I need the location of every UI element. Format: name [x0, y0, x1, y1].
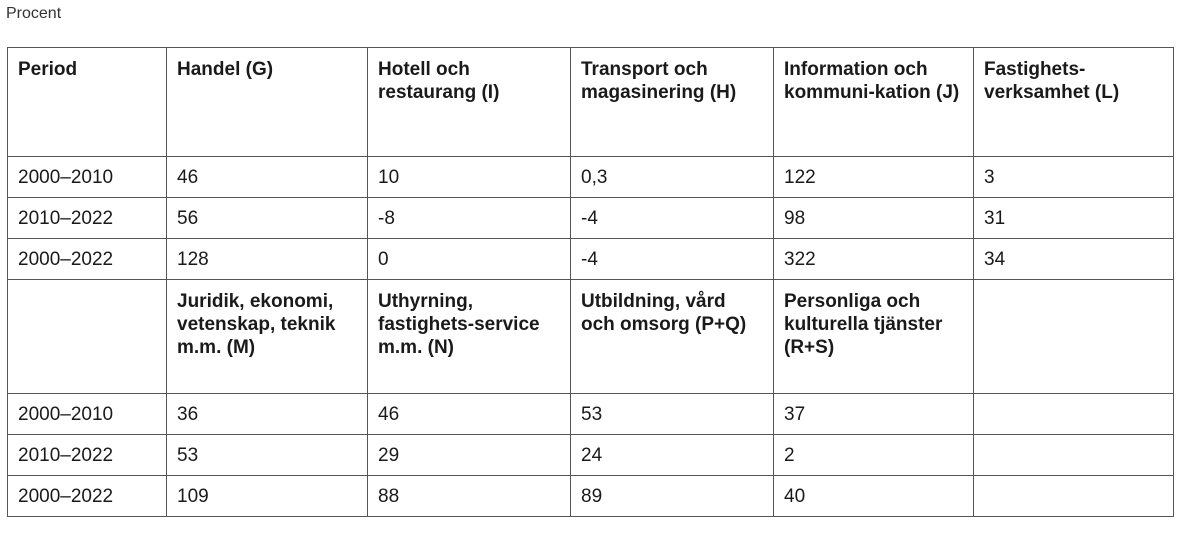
period-cell: 2000–2022 — [8, 239, 167, 280]
value-cell: 46 — [368, 394, 571, 435]
column-header: Juridik, ekonomi, vetenskap, teknik m.m. (M) — [167, 280, 368, 394]
value-cell: 122 — [774, 157, 974, 198]
data-table — [7, 47, 1174, 517]
period-cell: 2000–2010 — [8, 157, 167, 198]
unit-label: Procent — [6, 5, 62, 22]
column-header: Personliga och kulturella tjänster (R+S) — [774, 280, 974, 394]
value-cell: 322 — [774, 239, 974, 280]
column-header — [974, 280, 1174, 394]
column-header — [8, 280, 167, 394]
value-cell: 3 — [974, 157, 1174, 198]
table-row — [8, 394, 1174, 435]
value-cell: 128 — [167, 239, 368, 280]
value-cell: 88 — [368, 476, 571, 517]
value-cell: 0,3 — [571, 157, 774, 198]
period-cell: 2000–2010 — [8, 394, 167, 435]
table-row — [8, 198, 1174, 239]
value-cell: -4 — [571, 239, 774, 280]
value-cell: 31 — [974, 198, 1174, 239]
value-cell: 2 — [774, 435, 974, 476]
value-cell: 24 — [571, 435, 774, 476]
value-cell: 37 — [774, 394, 974, 435]
value-cell: 10 — [368, 157, 571, 198]
value-cell: 46 — [167, 157, 368, 198]
value-cell: 36 — [167, 394, 368, 435]
value-cell: 53 — [167, 435, 368, 476]
value-cell: 98 — [774, 198, 974, 239]
table-row — [8, 476, 1174, 517]
value-cell: -4 — [571, 198, 774, 239]
value-cell: 34 — [974, 239, 1174, 280]
value-cell: 56 — [167, 198, 368, 239]
table-row — [8, 435, 1174, 476]
value-cell — [974, 476, 1174, 517]
column-header: Uthyrning, fastighets-service m.m. (N) — [368, 280, 571, 394]
column-header: Information och kommuni-kation (J) — [774, 48, 974, 157]
period-cell: 2010–2022 — [8, 435, 167, 476]
value-cell: 53 — [571, 394, 774, 435]
table-row — [8, 239, 1174, 280]
value-cell: 29 — [368, 435, 571, 476]
column-header: Transport och magasinering (H) — [571, 48, 774, 157]
value-cell: 40 — [774, 476, 974, 517]
value-cell — [974, 394, 1174, 435]
column-header: Fastighets-verksamhet (L) — [974, 48, 1174, 157]
value-cell: 0 — [368, 239, 571, 280]
column-header: Utbildning, vård och omsorg (P+Q) — [571, 280, 774, 394]
value-cell — [974, 435, 1174, 476]
period-cell: 2010–2022 — [8, 198, 167, 239]
value-cell: -8 — [368, 198, 571, 239]
table-row — [8, 157, 1174, 198]
column-header: Hotell och restaurang (I) — [368, 48, 571, 157]
column-header: Handel (G) — [167, 48, 368, 157]
period-cell: 2000–2022 — [8, 476, 167, 517]
header-row — [8, 48, 1174, 157]
header-row — [8, 280, 1174, 394]
value-cell: 89 — [571, 476, 774, 517]
column-header: Period — [8, 48, 167, 157]
value-cell: 109 — [167, 476, 368, 517]
